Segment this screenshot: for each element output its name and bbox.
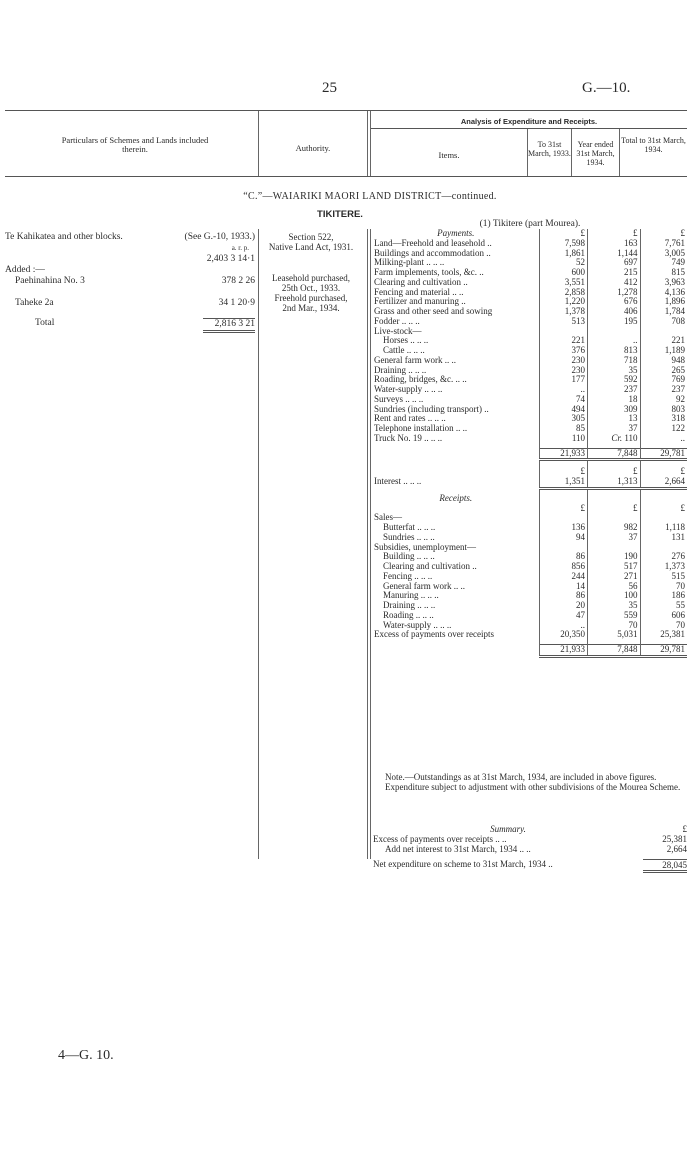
row-label <box>373 504 539 514</box>
row-label <box>373 467 539 477</box>
header-authority: Authority. <box>295 143 331 153</box>
land-1-name: Te Kahikatea and other blocks. <box>5 232 123 242</box>
row-value: 376 <box>539 346 587 356</box>
header-items: Items. <box>438 150 460 160</box>
header-analysis: Analysis of Expenditure and Receipts. <box>460 117 598 126</box>
receipt-row <box>373 572 687 582</box>
payment-row <box>373 424 687 434</box>
payment-row <box>373 405 687 415</box>
row-value: 718 <box>588 356 641 366</box>
row-value: 86 <box>539 591 587 601</box>
receipt-row <box>373 562 687 572</box>
row-value: 1,278 <box>588 288 641 298</box>
row-label: Sundries (including transport) .. <box>374 404 489 414</box>
header-to31: To 31st March, 1933. <box>528 140 571 158</box>
pound-sign: £ <box>539 229 587 239</box>
row-value: 20 <box>539 601 587 611</box>
receipt-row <box>373 513 687 523</box>
summary-excess-label: Excess of payments over receipts .. .. <box>373 834 507 844</box>
row-label: Water-supply .. .. .. <box>374 385 443 394</box>
land-1-area: 2,403 3 14·1 <box>206 254 255 264</box>
row-value: 1,313 <box>588 477 641 488</box>
row-value: 1,861 <box>539 249 587 259</box>
payments-total-row <box>373 448 687 460</box>
payment-row <box>373 258 687 268</box>
row-label: Sundries .. .. .. <box>383 532 435 542</box>
row-value: .. <box>588 336 641 346</box>
row-value: 25,381 <box>640 630 687 640</box>
land-1-ref: (See G.-10, 1933.) <box>184 232 255 242</box>
row-value: 749 <box>640 258 687 268</box>
row-value: 221 <box>640 336 687 346</box>
row-value: £ <box>539 467 587 477</box>
payment-row <box>373 346 687 356</box>
row-value: 5,031 <box>588 630 641 640</box>
pound-row <box>373 467 687 477</box>
row-label: Receipts. <box>439 493 473 503</box>
pound-sign: £ <box>588 229 641 239</box>
row-label: Live-stock— <box>374 326 422 336</box>
land-total-row <box>5 318 255 333</box>
row-value: 1,378 <box>539 307 587 317</box>
row-value: 92 <box>640 395 687 405</box>
row-value: 7,598 <box>539 239 587 249</box>
payment-row <box>373 385 687 395</box>
row-label: Grass and other seed and sowing <box>374 307 493 316</box>
row-value: 18 <box>588 395 641 405</box>
row-value: 14 <box>539 582 587 592</box>
row-value: 3,005 <box>640 249 687 259</box>
row-value: 163 <box>588 239 641 249</box>
row-value: 592 <box>588 375 641 385</box>
summary-interest-value: 2,664 <box>666 844 687 854</box>
row-label: Sales— <box>374 513 402 523</box>
row-value: 100 <box>588 591 641 601</box>
row-value: 21,933 <box>539 448 587 460</box>
pound-sign: £ <box>682 824 687 834</box>
row-value: 29,781 <box>640 645 687 657</box>
row-label: Fertilizer and manuring .. <box>374 297 466 307</box>
row-value: 309 <box>588 405 641 415</box>
row-value: 265 <box>640 366 687 376</box>
row-value: £ <box>640 467 687 477</box>
row-value: 948 <box>640 356 687 366</box>
payment-row <box>373 414 687 424</box>
row-value: 55 <box>640 601 687 611</box>
row-value: 708 <box>640 317 687 327</box>
row-value: 600 <box>539 268 587 278</box>
payment-row <box>373 297 687 307</box>
payment-row <box>373 434 687 444</box>
row-value: 37 <box>588 424 641 434</box>
row-value: £ <box>588 467 641 477</box>
row-value: £ <box>588 504 641 514</box>
row-value: 195 <box>588 317 641 327</box>
payment-row <box>373 356 687 366</box>
payment-row <box>373 366 687 376</box>
row-value: 29,781 <box>640 448 687 460</box>
row-label: Clearing and cultivation .. <box>383 562 477 571</box>
added-label: Added :— <box>5 265 45 275</box>
summary-heading: Summary. <box>490 824 526 834</box>
row-value: 271 <box>588 572 641 582</box>
row-value: 676 <box>588 297 641 307</box>
row-value: 2,664 <box>640 477 687 488</box>
land-total-label: Total <box>35 318 55 328</box>
row-value: 982 <box>588 523 641 533</box>
payments-heading: Payments. <box>437 229 475 238</box>
note-adjustment: Expenditure subject to adjustment with other subdivisions of the Mourea Scheme. <box>385 782 681 792</box>
row-value: 215 <box>588 268 641 278</box>
spacer-row <box>373 460 687 468</box>
receipt-row <box>373 621 687 631</box>
footer-code: 4—G. 10. <box>58 1048 114 1063</box>
row-label: Draining .. .. .. <box>374 365 427 375</box>
row-value: 3,551 <box>539 278 587 288</box>
row-value: 237 <box>588 385 641 395</box>
row-value: 74 <box>539 395 587 405</box>
row-label: Roading, bridges, &c. .. .. <box>374 375 467 385</box>
row-value: 244 <box>539 572 587 582</box>
subdivision-title: (1) Tikitere (part Mourea). <box>479 219 581 229</box>
row-value: 13 <box>588 414 641 424</box>
row-value: 276 <box>640 552 687 562</box>
payment-row <box>373 288 687 298</box>
analysis-rule <box>371 128 687 129</box>
row-label: General farm work .. .. <box>374 355 456 365</box>
summary <box>373 824 687 873</box>
row-value: 85 <box>539 424 587 434</box>
payment-row <box>373 239 687 249</box>
summary-interest-label: Add net interest to 31st March, 1934 .. .. <box>385 844 531 854</box>
authority-line-1: Section 522, <box>288 232 334 242</box>
payment-row <box>373 336 687 346</box>
row-value: 1,351 <box>539 477 587 488</box>
row-value: 697 <box>588 258 641 268</box>
row-value <box>640 494 687 504</box>
row-value: 7,848 <box>588 448 641 460</box>
row-value: 769 <box>640 375 687 385</box>
row-value: 70 <box>640 621 687 631</box>
header-particulars: Particulars of Schemes and Lands included therein. <box>61 135 209 154</box>
row-value: 221 <box>539 336 587 346</box>
row-value: 70 <box>640 582 687 592</box>
summary-net-label: Net expenditure on scheme to 31st March, 1934 .. <box>373 859 553 869</box>
land-row-2 <box>5 276 255 298</box>
row-label: Farm implements, tools, &c. .. <box>374 268 484 277</box>
receipt-row <box>373 601 687 611</box>
land-3-area: 34 1 20·9 <box>218 298 255 308</box>
row-value: 559 <box>588 611 641 621</box>
row-value: 4,136 <box>640 288 687 298</box>
row-value: 190 <box>588 552 641 562</box>
row-label: Roading .. .. .. <box>383 610 434 620</box>
row-value: 70 <box>588 621 641 631</box>
document-code: G.—10. <box>582 80 631 96</box>
header-year: Year ended 31st March, 1934. <box>576 140 615 167</box>
row-value: 136 <box>539 523 587 533</box>
row-value: 37 <box>588 533 641 543</box>
row-value: 815 <box>640 268 687 278</box>
row-value: 305 <box>539 414 587 424</box>
payment-row <box>373 395 687 405</box>
payment-row <box>373 268 687 278</box>
row-label: Truck No. 19 .. .. .. <box>374 433 443 443</box>
row-label: Surveys .. .. .. <box>374 394 424 404</box>
row-value: 412 <box>588 278 641 288</box>
land-row-1 <box>5 232 255 243</box>
row-label: Interest .. .. .. <box>374 477 422 486</box>
row-value: 1,373 <box>640 562 687 572</box>
row-value: 7,848 <box>588 645 641 657</box>
land-row-3 <box>5 298 255 318</box>
row-label: Telephone installation .. .. <box>374 424 468 433</box>
row-value: 606 <box>640 611 687 621</box>
row-value: 1,189 <box>640 346 687 356</box>
body-divider-3 <box>370 229 371 859</box>
receipt-row <box>373 582 687 592</box>
row-label: Building .. .. .. <box>383 552 435 562</box>
receipt-row <box>373 523 687 533</box>
row-value: 1,784 <box>640 307 687 317</box>
header-top-rule <box>5 110 687 111</box>
row-label: Milking-plant .. .. .. <box>374 258 445 268</box>
row-label: Excess of payments over receipts <box>374 630 494 640</box>
row-label: Fencing .. .. .. <box>383 571 433 581</box>
row-value: 2,858 <box>539 288 587 298</box>
row-value: 186 <box>640 591 687 601</box>
row-value: 230 <box>539 356 587 366</box>
row-label: Subsidies, unemployment— <box>374 542 476 552</box>
row-label: Clearing and cultivation .. <box>374 277 468 287</box>
header-total: Total to 31st March, 1934. <box>621 136 686 154</box>
district-title: “C.”—WAIARIKI MAORI LAND DISTRICT—continued. <box>243 191 497 202</box>
row-value: 131 <box>640 533 687 543</box>
authority-line-5: Freehold purchased, <box>274 293 348 304</box>
row-label: Fodder .. .. .. <box>374 316 420 326</box>
land-3-name: Taheke 2a <box>15 298 54 308</box>
row-value: 1,896 <box>640 297 687 307</box>
authority-line-2: Native Land Act, 1931. <box>268 242 354 253</box>
row-value: £ <box>539 504 587 514</box>
row-value: 52 <box>539 258 587 268</box>
row-label: Butterfat .. .. .. <box>383 523 436 532</box>
row-value: 237 <box>640 385 687 395</box>
receipts-heading-row <box>373 494 687 504</box>
row-label <box>373 645 539 657</box>
land-total-area: 2,816 3 21 <box>203 318 255 333</box>
row-value: 230 <box>539 366 587 376</box>
payment-row <box>373 375 687 385</box>
row-value: 1,118 <box>640 523 687 533</box>
row-label: Buildings and accommodation .. <box>374 248 491 258</box>
header-divider-2 <box>367 111 368 176</box>
row-value: 1,144 <box>588 249 641 259</box>
row-value: 803 <box>640 405 687 415</box>
row-value: 177 <box>539 375 587 385</box>
row-value: 7,761 <box>640 239 687 249</box>
payment-row <box>373 327 687 337</box>
authority-line-4: 25th Oct., 1933. <box>281 282 341 293</box>
row-value: 94 <box>539 533 587 543</box>
row-value: .. <box>640 434 687 444</box>
row-value: £ <box>640 504 687 514</box>
receipt-row <box>373 552 687 562</box>
row-value: 517 <box>588 562 641 572</box>
area-units: a. r. p. <box>231 244 249 252</box>
land-2-area: 378 2 26 <box>221 276 255 286</box>
receipt-row <box>373 591 687 601</box>
row-value: 21,933 <box>539 645 587 657</box>
row-value: .. <box>539 385 587 395</box>
row-value: Cr. 110 <box>588 434 641 444</box>
page-number: 25 <box>322 80 337 96</box>
row-value: 47 <box>539 611 587 621</box>
row-value: 1,220 <box>539 297 587 307</box>
body-divider-2 <box>367 229 368 859</box>
row-value: .. <box>539 621 587 631</box>
receipt-row <box>373 533 687 543</box>
row-value: 406 <box>588 307 641 317</box>
payments-heading-row <box>373 229 687 239</box>
row-label: Land—Freehold and leasehold .. <box>374 238 492 248</box>
row-label: Water-supply .. .. .. <box>383 620 452 630</box>
row-label: General farm work .. .. <box>383 581 465 591</box>
row-label: Cattle .. .. .. <box>383 346 425 355</box>
header-bottom-rule <box>5 176 687 177</box>
row-value: 122 <box>640 424 687 434</box>
row-value: 86 <box>539 552 587 562</box>
row-value: 35 <box>588 366 641 376</box>
note-outstandings: Note.—Outstandings as at 31st March, 1934, are included in above figures. <box>385 772 657 782</box>
pound-row <box>373 504 687 514</box>
row-label: Draining .. .. .. <box>383 601 436 610</box>
pound-sign: £ <box>640 229 687 239</box>
summary-excess-value: 25,381 <box>662 834 687 844</box>
receipt-row <box>373 543 687 553</box>
scheme-title: TIKITERE. <box>317 209 363 220</box>
body-divider-1 <box>258 229 259 859</box>
row-value: 494 <box>539 405 587 415</box>
receipt-row <box>373 630 687 640</box>
row-value: 513 <box>539 317 587 327</box>
row-label <box>373 448 539 460</box>
row-value: 56 <box>588 582 641 592</box>
lands-column <box>5 232 255 333</box>
accounts-table <box>373 229 687 658</box>
land-2-name: Paehinahina No. 3 <box>15 276 85 286</box>
row-label: Rent and rates .. .. .. <box>374 414 446 424</box>
row-value: 318 <box>640 414 687 424</box>
authority-line-6: 2nd Mar., 1934. <box>282 303 340 314</box>
authority-line-3: Leasehold purchased, <box>272 272 350 283</box>
interest-row <box>373 477 687 488</box>
row-value: 856 <box>539 562 587 572</box>
notes <box>373 772 687 792</box>
header-divider-1 <box>258 111 259 176</box>
payment-row <box>373 278 687 288</box>
row-value: 515 <box>640 572 687 582</box>
row-label: Horses .. .. .. <box>383 336 429 346</box>
payment-row <box>373 307 687 317</box>
row-value: 20,350 <box>539 630 587 640</box>
row-value: 3,963 <box>640 278 687 288</box>
summary-net-value: 28,045 <box>643 859 687 873</box>
row-value: 35 <box>588 601 641 611</box>
row-value: 110 <box>539 434 587 444</box>
payment-row <box>373 317 687 327</box>
receipts-total-row <box>373 645 687 657</box>
receipt-row <box>373 611 687 621</box>
row-label: Manuring .. .. .. <box>383 591 439 601</box>
row-value: 813 <box>588 346 641 356</box>
row-label: Fencing and material .. .. <box>374 287 464 297</box>
payment-row <box>373 249 687 259</box>
authority-column <box>258 232 364 314</box>
